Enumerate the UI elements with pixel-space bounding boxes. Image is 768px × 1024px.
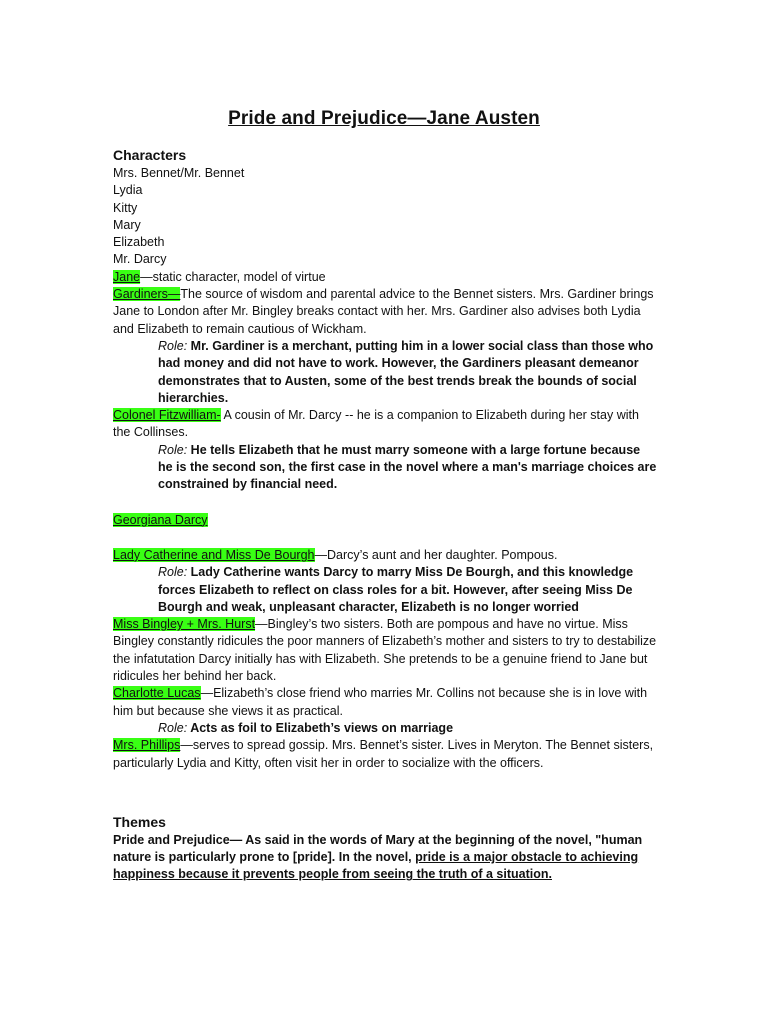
character-line: Mrs. Bennet/Mr. Bennet (113, 166, 245, 180)
role-label: Role: (158, 442, 188, 457)
character-description: —Elizabeth’s close friend who marries Mr. Collins not because she is in love with him but because she views it as practical. (113, 686, 648, 718)
character-description: —Darcy’s aunt and her daughter. Pompous. (314, 547, 558, 562)
character-line: Lydia (113, 183, 143, 198)
spacer (113, 772, 658, 812)
characters-heading: Characters (113, 147, 187, 163)
highlighted-name: Mrs. Phillips (113, 738, 181, 753)
role-block (158, 338, 658, 407)
character-fitzwilliam (113, 407, 658, 442)
character-georgiana (113, 512, 658, 529)
themes-heading: Themes (113, 813, 166, 830)
spacer (113, 494, 658, 512)
character-description: —Bingley’s two sisters. Both are pompous and have no virtue. Miss Bingley constantly ridicules the poor manners of Elizabeth’s mother and sisters to try to destabilize the infatutation Darcy initially has with Elizabeth. She pretends to be a genuine friend to Jane but ridicules her behind her back. (113, 617, 657, 684)
theme-text: — As said in the words of Mary at the beginning of the novel, "human nature is particularly prone to [pride]. In the novel, (113, 832, 643, 865)
character-bingley-sisters (113, 616, 658, 685)
character-description: —serves to spread gossip. Mrs. Bennet’s sister. Lives in Meryton. The Bennet sisters, particularly Lydia and Kitty, often visit her in order to socialize with the officers. (113, 738, 654, 770)
highlighted-name: Charlotte Lucas (113, 686, 201, 701)
character-line: Mary (113, 217, 141, 232)
highlighted-name: Georgiana Darcy (113, 512, 208, 527)
character-gardiners (113, 286, 658, 338)
character-description: A cousin of Mr. Darcy -- he is a companion to Elizabeth during her stay with the Collinses. (113, 408, 639, 440)
document-body (113, 145, 658, 884)
role-block (158, 720, 658, 737)
role-label: Role: (158, 338, 188, 353)
character-line: Kitty (113, 200, 138, 215)
theme-underlined-text: pride is a major obstacle to achieving happiness because it prevents people from seeing the truth of a situation. (113, 850, 639, 882)
character-phillips (113, 737, 658, 772)
spacer (113, 529, 658, 547)
character-jane (113, 269, 658, 286)
highlighted-name: Gardiners— (113, 287, 181, 302)
character-description: The source of wisdom and parental advice to the Bennet sisters. Mrs. Gardiner brings Jane to London after Mr. Bingley breaks contact with her. Mrs. Gardiner also advises both Lydia and Elizabeth to remain cautious of Wickham. (113, 287, 654, 336)
role-text: Mr. Gardiner is a merchant, putting him in a lower social class than those who had money and did not have to work. However, the Gardiners pleasant demeanor demonstrates that to Austen, some of the best trends break the bounds of social hierarchies. (158, 338, 654, 405)
role-text: Acts as foil to Elizabeth’s views on marriage (190, 720, 454, 735)
character-description: —static character, model of virtue (140, 269, 326, 284)
role-block (158, 442, 658, 494)
role-label: Role: (158, 720, 188, 735)
theme-pride-prejudice (113, 832, 658, 884)
role-text: He tells Elizabeth that he must marry someone with a large fortune because he is the second son, the first case in the novel where a man's marriage choices are constrained by financial need. (158, 442, 657, 492)
role-label: Role: (158, 565, 188, 580)
character-line: Elizabeth (113, 235, 165, 250)
highlighted-name: Lady Catherine and Miss De Bourgh (113, 547, 315, 562)
character-line: Mr. Darcy (113, 252, 167, 267)
role-block (158, 564, 658, 616)
theme-lead: Pride and Prejudice (113, 832, 230, 847)
character-charlotte (113, 685, 658, 720)
highlighted-name: Colonel Fitzwilliam- (113, 408, 221, 423)
role-text: Lady Catherine wants Darcy to marry Miss De Bourgh, and this knowledge forces Elizabeth to reflect on class roles for a bit. However, after seeing Miss De Bourgh and weak, unpleasant character, Elizabeth is no longer worried (158, 565, 634, 614)
page-title: Pride and Prejudice—Jane Austen (228, 108, 540, 129)
character-catherine (113, 547, 658, 564)
highlighted-name: Jane (113, 269, 141, 284)
highlighted-name: Miss Bingley + Mrs. Hurst (113, 617, 256, 632)
